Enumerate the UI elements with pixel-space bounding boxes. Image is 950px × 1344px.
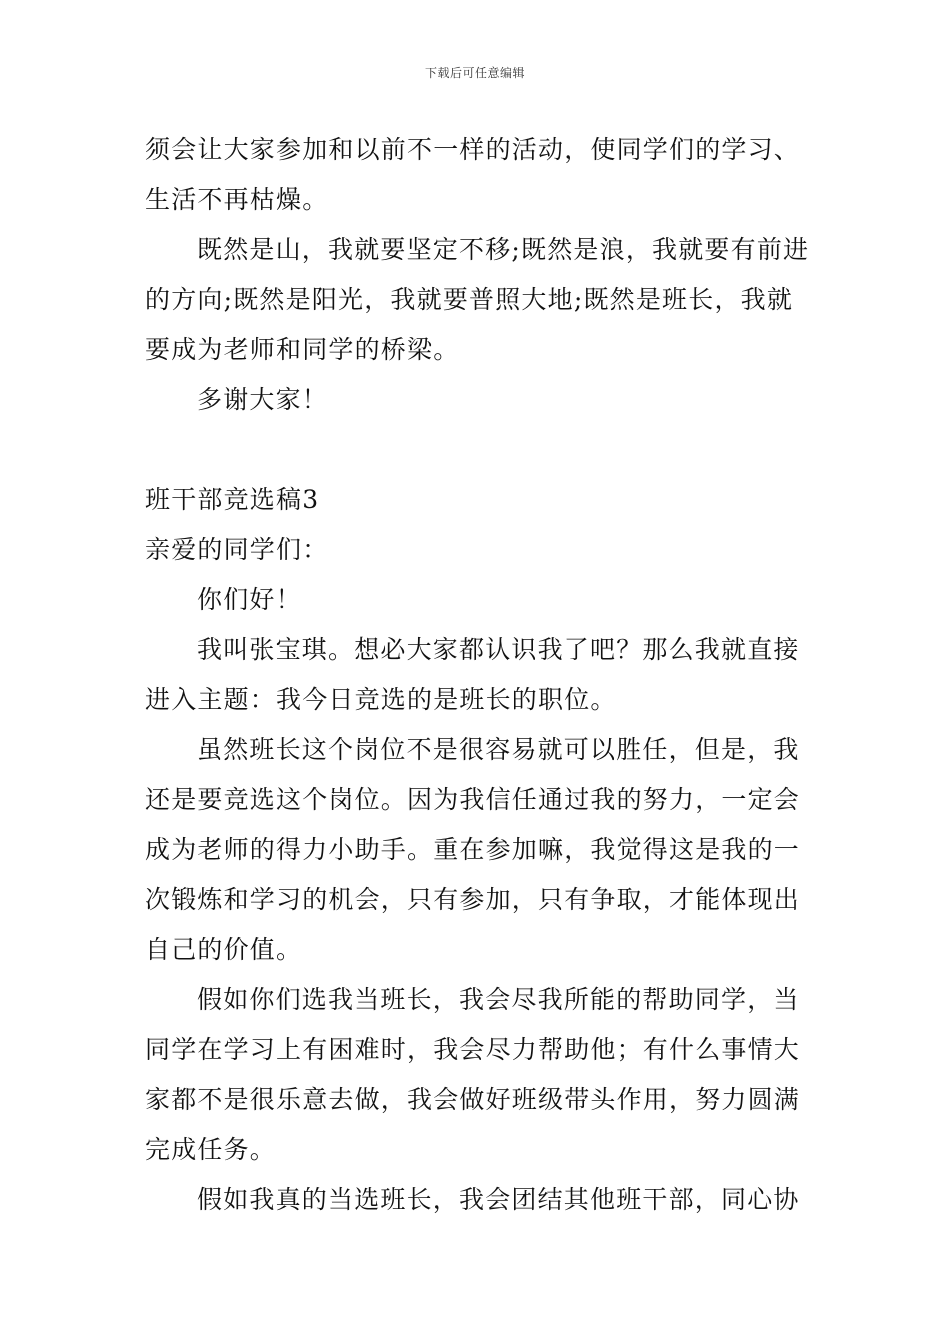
text-line: 的方向;既然是阳光，我就要普照大地;既然是班长，我就 <box>145 285 794 314</box>
document-body <box>145 125 810 1225</box>
section-title: 班干部竞选稿3 <box>145 485 320 514</box>
paragraph-unity <box>145 1175 807 1225</box>
paragraph-intro-continuation <box>145 125 807 225</box>
text-line: 假如你们选我当班长，我会尽我所能的帮助同学，当 <box>197 985 800 1014</box>
paragraph-self-intro <box>145 625 807 725</box>
text-line: 同学在学习上有困难时，我会尽力帮助他；有什么事情大 <box>145 1035 801 1064</box>
text-line: 生活不再枯燥。 <box>145 185 329 214</box>
text-line: 次锻炼和学习的机会，只有参加，只有争取，才能体现出 <box>145 885 801 914</box>
section-gap <box>145 425 807 475</box>
text-line: 多谢大家！ <box>197 385 329 414</box>
text-line: 我叫张宝琪。想必大家都认识我了吧？那么我就直接 <box>197 635 800 664</box>
paragraph-thanks <box>145 375 807 425</box>
text-line: 完成任务。 <box>145 1135 277 1164</box>
text-line: 自己的价值。 <box>145 935 303 964</box>
text-line: 假如我真的当选班长，我会团结其他班干部，同心协 <box>197 1185 800 1214</box>
salutation: 亲爱的同学们： <box>145 535 329 564</box>
paragraph-conclusion <box>145 225 810 375</box>
text-line: 成为老师的得力小助手。重在参加嘛，我觉得这是我的一 <box>145 835 801 864</box>
paragraph-promise <box>145 975 807 1175</box>
text-line: 须会让大家参加和以前不一样的活动，使同学们的学习、 <box>145 135 801 164</box>
greeting: 你们好！ <box>197 585 302 614</box>
text-line: 既然是山，我就要坚定不移;既然是浪，我就要有前进 <box>197 235 810 264</box>
page-header-note: 下载后可任意编辑 <box>424 66 525 80</box>
text-line: 虽然班长这个岗位不是很容易就可以胜任，但是，我 <box>197 735 800 764</box>
text-line: 还是要竞选这个岗位。因为我信任通过我的努力，一定会 <box>145 785 801 814</box>
text-line: 进入主题：我今日竞选的是班长的职位。 <box>145 685 617 714</box>
text-line: 家都不是很乐意去做，我会做好班级带头作用，努力圆满 <box>145 1085 801 1114</box>
text-line: 要成为老师和同学的桥梁。 <box>145 335 460 364</box>
paragraph-reason <box>145 725 807 975</box>
